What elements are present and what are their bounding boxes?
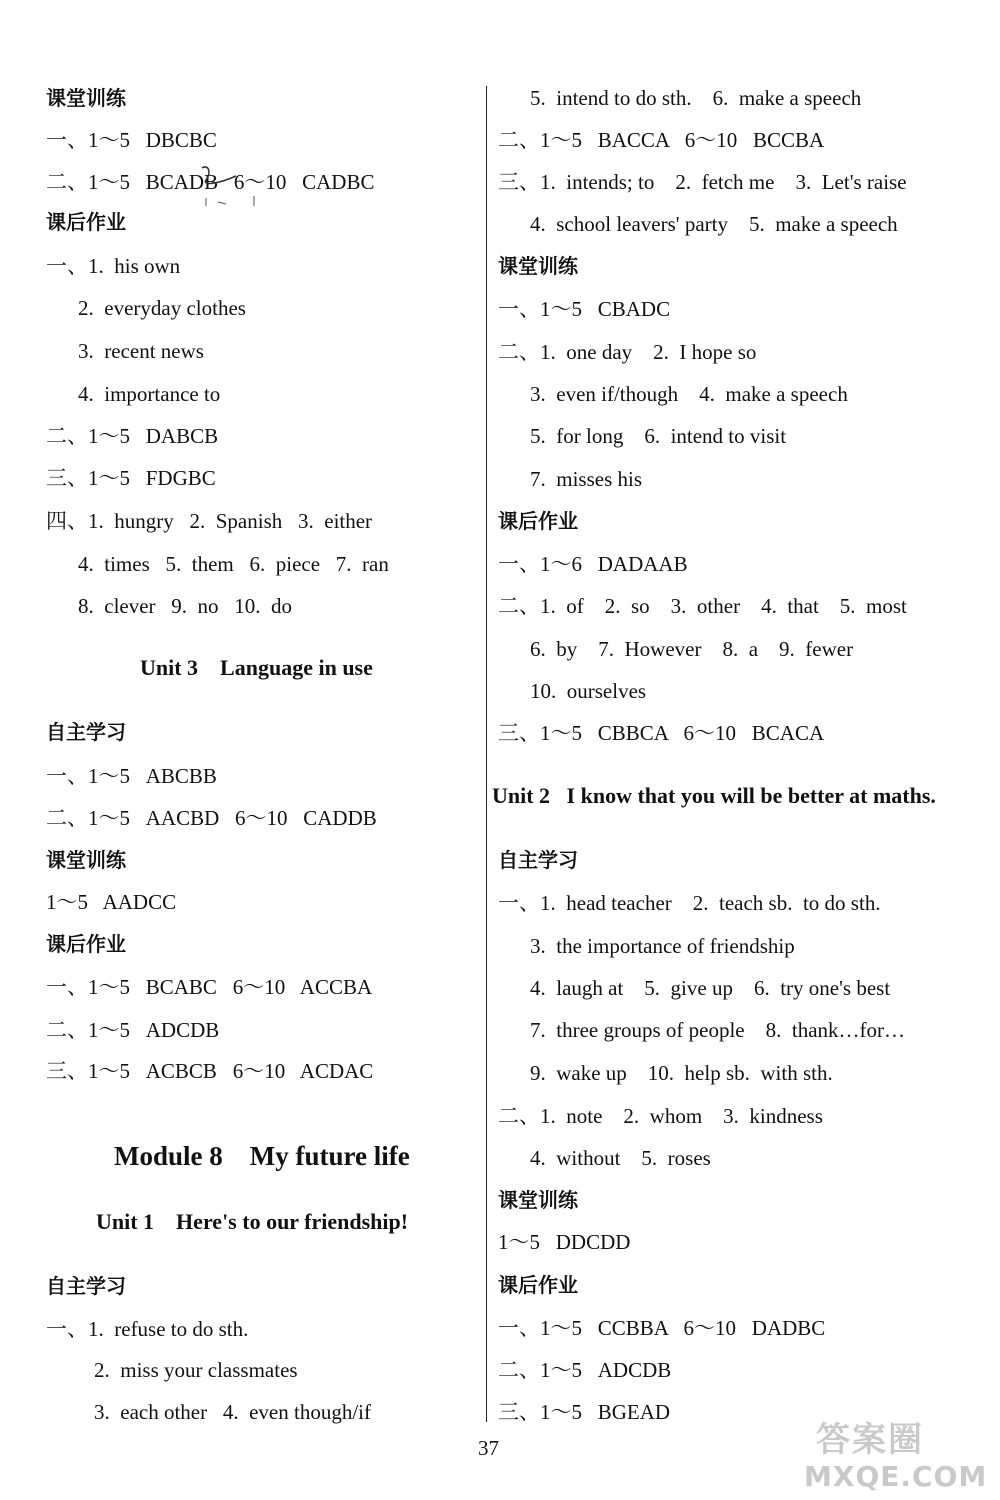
answer-line: 一、1～5 ABCBB bbox=[46, 764, 217, 788]
answer-line: 5. for long 6. intend to visit bbox=[530, 424, 787, 448]
answer-line: 4. laugh at 5. give up 6. try one's best bbox=[530, 976, 891, 1000]
unit-title: Unit 3 Language in use bbox=[140, 655, 373, 680]
answer-line: 8. clever 9. no 10. do bbox=[78, 594, 293, 618]
section-heading: 课后作业 bbox=[498, 509, 578, 533]
answer-line: 一、1. his own bbox=[46, 254, 181, 278]
answer-line: 二、1～5 ADCDB bbox=[498, 1358, 672, 1382]
answer-line: 三、1～5 CBBCA 6～10 BCACA bbox=[498, 721, 825, 745]
unit-title: Unit 2 I know that you will be better at maths. bbox=[492, 783, 936, 808]
module-title: Module 8 My future life bbox=[114, 1141, 410, 1171]
answer-line: 6. by 7. However 8. a 9. fewer bbox=[530, 637, 854, 661]
answer-line: 3. the importance of friendship bbox=[530, 934, 795, 958]
section-heading: 课堂训练 bbox=[46, 848, 126, 872]
answer-line: 二、1～5 ADCDB bbox=[46, 1018, 220, 1042]
answer-line: 3. even if/though 4. make a speech bbox=[530, 382, 848, 406]
watermark bbox=[798, 1412, 998, 1498]
answer-line: 7. three groups of people 8. thank…for… bbox=[530, 1018, 905, 1042]
section-heading: 课后作业 bbox=[46, 932, 126, 956]
answer-line: 2. miss your classmates bbox=[94, 1358, 298, 1382]
answer-line: 一、1. refuse to do sth. bbox=[46, 1317, 249, 1341]
section-heading: 课后作业 bbox=[498, 1273, 578, 1297]
unit-title: Unit 1 Here's to our friendship! bbox=[96, 1209, 409, 1234]
answer-line: 4. times 5. them 6. piece 7. ran bbox=[78, 552, 389, 576]
answer-line: 1～5 DDCDD bbox=[498, 1230, 631, 1254]
answer-line: 3. each other 4. even though/if bbox=[94, 1400, 371, 1424]
answer-line: 1～5 AADCC bbox=[46, 890, 177, 914]
answer-line: 三、1～5 FDGBC bbox=[46, 466, 216, 490]
answer-line: 二、1. of 2. so 3. other 4. that 5. most bbox=[498, 594, 907, 618]
answer-line: 二、1～5 BCADB 6～10 CADBC bbox=[46, 170, 375, 194]
watermark-url: MXQE.COM bbox=[804, 1460, 988, 1493]
section-heading: 自主学习 bbox=[46, 720, 126, 744]
answer-line: 一、1～5 CBADC bbox=[498, 297, 671, 321]
answer-line: 一、1～5 CCBBA 6～10 DADBC bbox=[498, 1316, 826, 1340]
answer-line: 二、1～5 DABCB bbox=[46, 424, 219, 448]
answer-line: 10. ourselves bbox=[530, 679, 647, 703]
watermark-logo: 答案圈 bbox=[816, 1420, 924, 1460]
answer-line: 4. school leavers' party 5. make a speech bbox=[530, 212, 898, 236]
section-heading: 课后作业 bbox=[46, 210, 126, 234]
answer-line: 9. wake up 10. help sb. with sth. bbox=[530, 1061, 833, 1085]
answer-line: 一、1～5 DBCBC bbox=[46, 128, 217, 152]
answer-line: 二、1～5 AACBD 6～10 CADDB bbox=[46, 806, 377, 830]
answer-line: 二、1～5 BACCA 6～10 BCCBA bbox=[498, 128, 825, 152]
section-heading: 自主学习 bbox=[498, 848, 578, 872]
column-divider bbox=[486, 86, 487, 1422]
answer-line: 一、1～6 DADAAB bbox=[498, 552, 688, 576]
section-heading: 课堂训练 bbox=[498, 1188, 578, 1212]
answer-line: 一、1～5 BCABC 6～10 ACCBA bbox=[46, 975, 373, 999]
answer-line: 三、1～5 ACBCB 6～10 ACDAC bbox=[46, 1059, 374, 1083]
answer-line: 二、1. note 2. whom 3. kindness bbox=[498, 1104, 823, 1128]
page-number: 37 bbox=[478, 1436, 499, 1460]
answer-line: 三、1～5 BGEAD bbox=[498, 1400, 671, 1424]
section-heading: 课堂训练 bbox=[46, 86, 126, 110]
section-heading: 课堂训练 bbox=[498, 254, 578, 278]
answer-line: 四、1. hungry 2. Spanish 3. either bbox=[46, 509, 373, 533]
answer-line: 3. recent news bbox=[78, 339, 204, 363]
answer-line: 2. everyday clothes bbox=[78, 296, 246, 320]
answer-line: 7. misses his bbox=[530, 467, 643, 491]
answer-line: 4. without 5. roses bbox=[530, 1146, 711, 1170]
answer-line: 三、1. intends; to 2. fetch me 3. Let's raise bbox=[498, 170, 907, 194]
answer-line: 一、1. head teacher 2. teach sb. to do sth. bbox=[498, 891, 881, 915]
answer-line: 4. importance to bbox=[78, 382, 221, 406]
section-heading: 自主学习 bbox=[46, 1274, 126, 1298]
handwritten-mark bbox=[198, 162, 268, 222]
answer-line: 5. intend to do sth. 6. make a speech bbox=[530, 86, 862, 110]
answer-line: 二、1. one day 2. I hope so bbox=[498, 340, 757, 364]
